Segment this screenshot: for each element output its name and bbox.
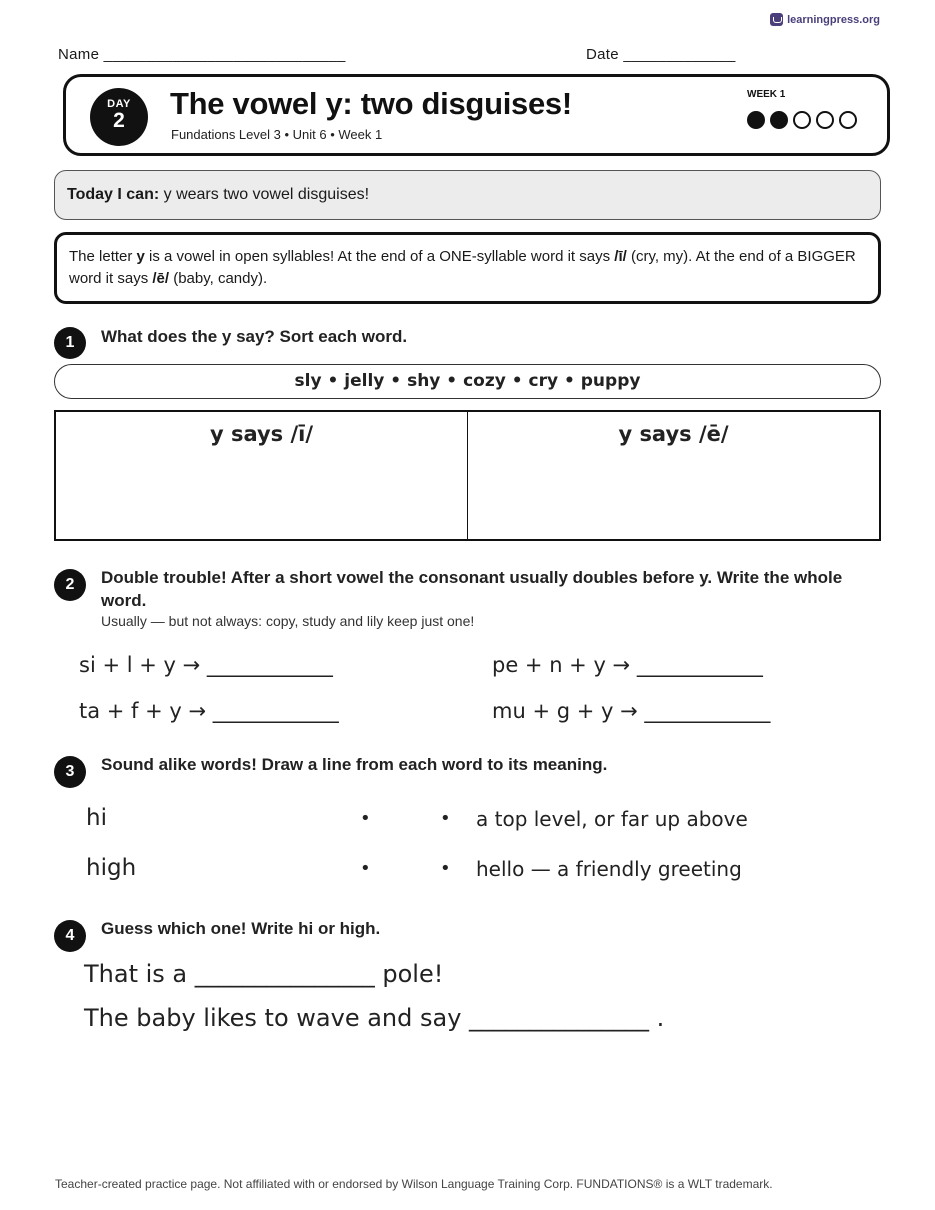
book-logo-icon — [770, 13, 783, 26]
match-meaning: hello — a friendly greeting — [476, 857, 742, 881]
page-subtitle: Fundations Level 3 • Unit 6 • Week 1 — [171, 127, 383, 142]
match-dot[interactable]: • — [360, 808, 371, 829]
question-number: 4 — [54, 920, 86, 952]
sort-table — [54, 410, 881, 541]
question-title: Sound alike words! Draw a line from each word to its meaning. — [101, 755, 608, 774]
week-progress — [747, 111, 857, 129]
match-dot[interactable]: • — [360, 858, 371, 879]
question-number: 1 — [54, 327, 86, 359]
brand-link[interactable] — [770, 13, 880, 26]
rule-text: The letter — [69, 248, 137, 265]
fill-in-sentence[interactable]: The baby likes to wave and say _______________ . — [84, 1004, 665, 1032]
rule-text: (baby, candy). — [169, 270, 268, 287]
question-subtitle: Usually — but not always: copy, study and lily keep just one! — [101, 613, 475, 629]
question-title: Double trouble! After a short vowel the consonant usually doubles before y. Write the whole word. — [101, 568, 843, 610]
week-progress-dot — [770, 111, 788, 129]
match-word: hi — [86, 805, 107, 831]
fill-in-sentence[interactable]: That is a _______________ pole! — [84, 960, 444, 988]
week-progress-dot — [816, 111, 834, 129]
sort-column-e[interactable]: y says /ē/ — [467, 412, 879, 539]
footer-note: Teacher-created practice page. Not affiliated with or endorsed by Wilson Language Training Corp. FUNDATIONS® is a WLT trademark. — [55, 1177, 773, 1191]
question-title: What does the y say? Sort each word. — [101, 327, 408, 346]
rule-box — [54, 232, 881, 304]
question-number: 2 — [54, 569, 86, 601]
rule-bold: /ī/ — [614, 248, 627, 265]
word-equation[interactable]: mu + g + y → ____________ — [492, 699, 771, 723]
week-progress-dot — [793, 111, 811, 129]
brand-label: learningpress.org — [787, 13, 880, 26]
learning-goal-lead: Today I can: — [67, 186, 160, 203]
name-field: Name ____________________________ — [58, 46, 346, 63]
learning-goal — [54, 170, 881, 220]
day-badge — [90, 88, 148, 146]
word-bank: sly • jelly • shy • cozy • cry • puppy — [54, 364, 881, 399]
day-label: DAY — [107, 98, 131, 110]
match-dot[interactable]: • — [440, 808, 451, 829]
learning-goal-text: y wears two vowel disguises! — [159, 186, 370, 203]
match-word: high — [86, 855, 137, 881]
question-title: Guess which one! Write hi or high. — [101, 919, 381, 938]
date-field: Date _____________ — [586, 46, 736, 63]
rule-bold: y — [136, 248, 145, 265]
rule-text: is a vowel in open syllables! At the end of a ONE-syllable word it says — [144, 248, 615, 265]
week-progress-dot — [839, 111, 857, 129]
match-meaning: a top level, or far up above — [476, 807, 748, 831]
rule-text: (cry, my). At the end of a BIGGER word it says — [69, 248, 856, 287]
day-number: 2 — [113, 109, 125, 132]
word-equation[interactable]: si + l + y → ____________ — [79, 653, 333, 677]
word-equation[interactable]: ta + f + y → ____________ — [79, 699, 339, 723]
rule-bold: /ē/ — [152, 270, 170, 287]
week-progress-dot — [747, 111, 765, 129]
page-title: The vowel y: two disguises! — [170, 86, 572, 121]
week-label: WEEK 1 — [747, 89, 786, 100]
word-equation[interactable]: pe + n + y → ____________ — [492, 653, 763, 677]
question-number: 3 — [54, 756, 86, 788]
sort-column-i[interactable]: y says /ī/ — [209, 422, 314, 446]
match-dot[interactable]: • — [440, 858, 451, 879]
